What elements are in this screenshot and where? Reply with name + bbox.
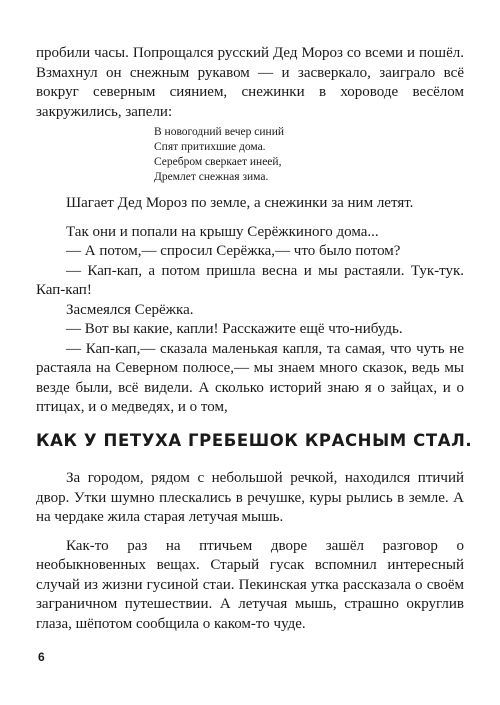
dialogue-line: — А потом,— спросил Серёжка,— что было потом? <box>66 243 401 259</box>
new-story-text <box>36 469 464 634</box>
poem-line: Дремлет снежная зима. <box>154 171 269 183</box>
paragraph: Как-то раз на птичьем дворе зашёл разговор о необыкновенных вещах. Старый гусак вспомнил интересный случай из жизни гусиной стаи. Пекинская утка рассказала о своём заграничном путешествии. А летучая мышь, страшно округлив глаза, шёпотом сообщила о каком-то чуде. <box>36 537 464 632</box>
paragraph: Засмеялся Серёжка. <box>66 301 194 318</box>
dialogue-line: — Вот вы какие, капли! Расскажите ещё что-нибудь. <box>66 321 403 337</box>
dialogue-line: — Кап-кап, а потом пришла весна и мы растаяли. Тук-тук. Кап-кап! <box>36 262 464 298</box>
paragraph: Так они и попали на крышу Серёжкиного дома... <box>66 223 379 240</box>
paragraph: За городом, рядом с небольшой речкой, находился птичий двор. Утки шумно плескались в речушке, куры рылись в земле. А на чердаке жила старая летучая мышь. <box>36 470 464 525</box>
dialogue-line: — Кап-кап,— сказала маленькая капля, та самая, что чуть не растаяла на Северном полюсе,— мы знаем много сказок, ведь мы везде были, всё видели. А сколько историй знаю я о зайцах, и о птицах, и о медведях, и о том, <box>36 340 464 415</box>
paragraph: Шагает Дед Мороз по земле, а снежинки за ним летят. <box>66 195 414 211</box>
poem-line: Спят притихшие дома. <box>154 141 266 153</box>
poem <box>154 125 464 185</box>
paragraph: пробили часы. Попрощался русский Дед Мороз со всеми и пошёл. Взмахнул он снежным рукавом — и засверкало, заиграло всё вокруг северным сиянием, снежинки в хороводе весёлом закружились, запели: <box>36 45 464 120</box>
chapter-heading: КАК У ПЕТУХА ГРЕБЕШОК КРАСНЫМ СТАЛ. <box>36 431 473 450</box>
story-continuation <box>36 44 464 418</box>
page-number: 6 <box>38 650 45 664</box>
poem-line: В новогодний вечер синий <box>154 126 285 138</box>
poem-line: Серебром сверкает инеей, <box>154 156 282 168</box>
